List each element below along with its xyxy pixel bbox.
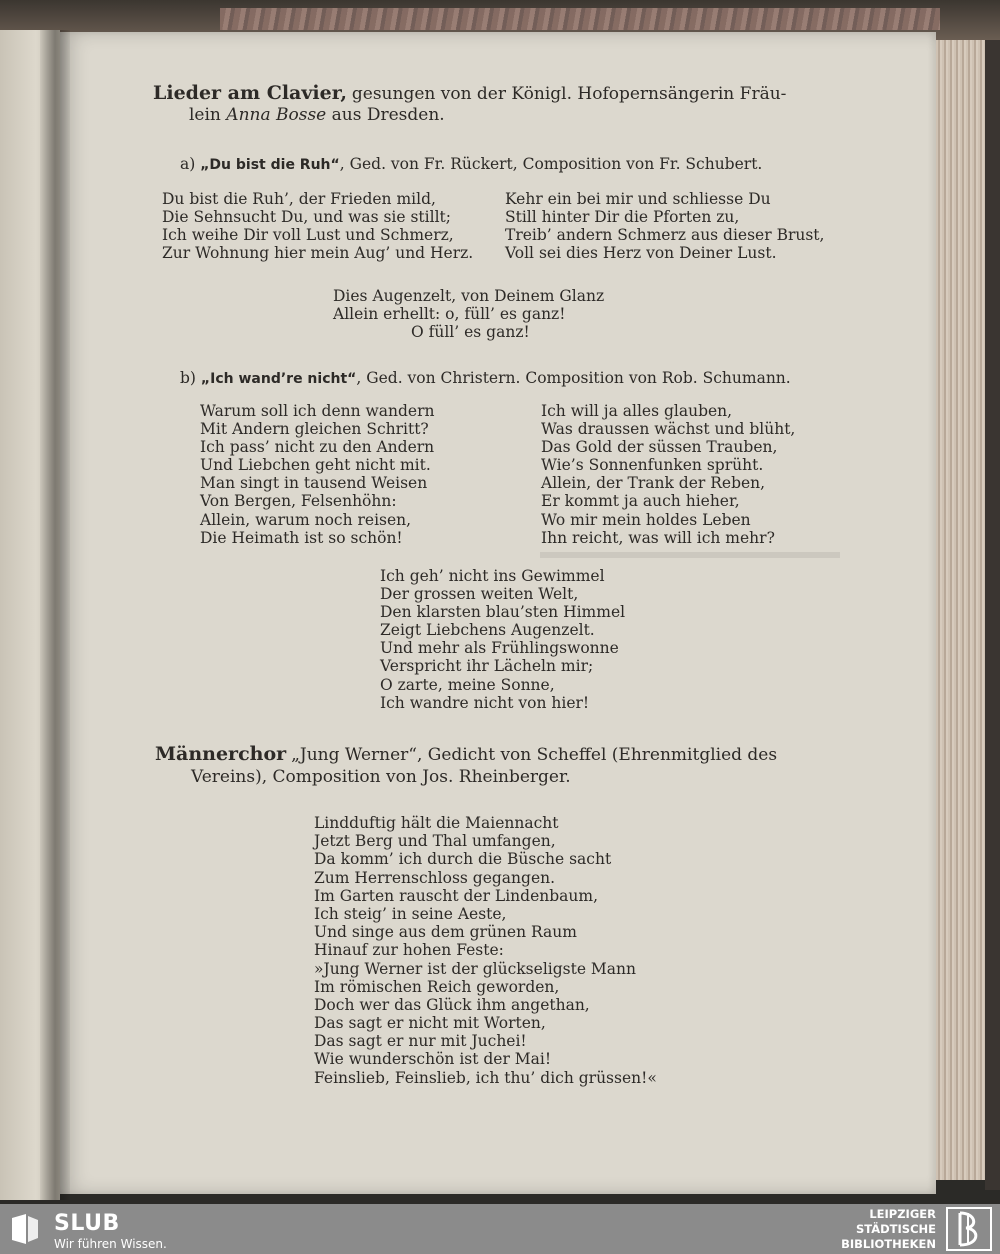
verse-line: Die Sehnsucht Du, und was sie stillt;: [162, 208, 451, 227]
book-page: [60, 32, 936, 1194]
verse-line: Feinslieb, Feinslieb, ich thu’ dich grüssen!«: [314, 1068, 657, 1087]
verse-line: Lindduftig hält die Maiennacht: [314, 814, 559, 832]
song-a-title-line: [180, 155, 762, 174]
verse-line: Voll sei dies Herz von Deiner Lust.: [505, 244, 777, 263]
verse-line: Im Garten rauscht der Lindenbaum,: [314, 886, 599, 905]
song-a-credit: , Ged. von Fr. Rückert, Composition von Fr. Schubert.: [339, 155, 763, 173]
library-name-line: BIBLIOTHEKEN: [841, 1237, 936, 1251]
verse-line: Wie’s Sonnenfunken sprüht.: [541, 456, 764, 475]
song-a-closing: [333, 287, 604, 341]
verse-line: Zeigt Liebchens Augenzelt.: [380, 621, 595, 640]
song-b-right-column: [541, 402, 795, 547]
verse-line: Ich weihe Dir voll Lust und Schmerz,: [162, 226, 454, 245]
verse-line: Das Gold der süssen Trauben,: [541, 438, 778, 457]
verse-line: O füll’ es ganz!: [411, 323, 530, 342]
choir-subtitle-line2: Vereins), Composition von Jos. Rheinberger.: [191, 767, 571, 787]
slub-logo-icon[interactable]: [12, 1214, 38, 1244]
verse-line: Da komm’ ich durch die Büsche sacht: [314, 850, 612, 869]
verse-line: Die Heimath ist so schön!: [200, 528, 403, 547]
heading-line2-pre: lein: [189, 105, 221, 125]
verse-line: Treib’ andern Schmerz aus dieser Brust,: [505, 226, 825, 245]
verse-line: Warum soll ich denn wandern: [200, 402, 435, 420]
song-b-left-column: [200, 402, 434, 547]
verse-line: Das sagt er nur mit Juchei!: [314, 1032, 527, 1051]
heading-subtitle: gesungen von der Königl. Hofopernsängerin Fräu-: [351, 84, 787, 104]
spine-shadow: [40, 30, 70, 1200]
verse-line: »Jung Werner ist der glückseligste Mann: [314, 959, 637, 978]
verse-line: O zarte, meine Sonne,: [380, 675, 555, 694]
viewer-footer: [0, 1204, 1000, 1254]
verse-line: Der grossen weiten Welt,: [380, 585, 579, 604]
verse-line: Was draussen wächst und blüht,: [541, 420, 796, 439]
verse-line: Kehr ein bei mir und schliesse Du: [505, 190, 771, 208]
book-marbled-edge: [220, 8, 940, 30]
song-b-closing: [380, 567, 625, 712]
verse-line: Zum Herrenschloss gegangen.: [314, 868, 556, 887]
verse-line: Ich pass’ nicht zu den Andern: [200, 438, 435, 457]
choir-verse: [314, 814, 657, 1087]
section-heading-lieder: [153, 84, 786, 103]
song-a-marker: a): [180, 155, 196, 173]
choir-title: Männerchor: [155, 743, 287, 765]
library-name[interactable]: [816, 1207, 936, 1252]
song-a-left-column: [162, 190, 473, 262]
book-cover-right: [985, 40, 1000, 1190]
bleed-through-texture: [540, 552, 840, 558]
verse-line: Ich wandre nicht von hier!: [380, 693, 590, 712]
verse-line: Im römischen Reich geworden,: [314, 977, 560, 996]
verse-line: Allein, der Trank der Reben,: [541, 474, 766, 493]
song-a-title: „Du bist die Ruh“: [200, 157, 340, 173]
verse-line: Ich steig’ in seine Aeste,: [314, 904, 507, 923]
song-b-title-line: [180, 369, 791, 388]
song-b-marker: b): [180, 369, 196, 387]
slub-tagline: Wir führen Wissen.: [54, 1237, 167, 1251]
verse-line: Und singe aus dem grünen Raum: [314, 923, 577, 942]
verse-line: Dies Augenzelt, von Deinem Glanz: [333, 287, 605, 305]
heading-title: Lieder am Clavier,: [153, 82, 347, 104]
verse-line: Und mehr als Frühlingswonne: [380, 639, 619, 658]
verse-line: Jetzt Berg und Thal umfangen,: [314, 832, 556, 851]
section-heading-maennerchor: [155, 745, 777, 764]
song-b-title: „Ich wand’re nicht“: [200, 371, 357, 387]
verse-line: Ich geh’ nicht ins Gewimmel: [380, 567, 605, 585]
song-a-right-column: [505, 190, 824, 262]
verse-line: Zur Wohnung hier mein Aug’ und Herz.: [162, 244, 474, 263]
verse-line: Wie wunderschön ist der Mai!: [314, 1050, 552, 1069]
verse-line: Hinauf zur hohen Feste:: [314, 941, 504, 960]
choir-subtitle: „Jung Werner“, Gedicht von Scheffel (Ehrenmitglied des: [291, 745, 778, 765]
verse-line: Ihn reicht, was will ich mehr?: [541, 528, 775, 547]
verse-line: Wo mir mein holdes Leben: [541, 510, 751, 529]
verse-line: Ich will ja alles glauben,: [541, 402, 733, 420]
section-heading-lieder-line2: [189, 106, 445, 124]
verse-line: Allein, warum noch reisen,: [200, 510, 412, 529]
library-name-line: STÄDTISCHE: [855, 1222, 936, 1236]
verse-line: Doch wer das Glück ihm angethan,: [314, 995, 590, 1014]
verse-line: Und Liebchen geht nicht mit.: [200, 456, 431, 475]
verse-line: Allein erhellt: o, füll’ es ganz!: [333, 305, 566, 324]
verse-line: Man singt in tausend Weisen: [200, 474, 428, 493]
verse-line: Verspricht ihr Lächeln mir;: [380, 657, 594, 676]
verse-line: Er kommt ja auch hieher,: [541, 492, 740, 511]
verse-line: Du bist die Ruh’, der Frieden mild,: [162, 190, 436, 208]
heading-line2-post: aus Dresden.: [331, 105, 445, 125]
verse-line: Den klarsten blau’sten Himmel: [380, 603, 626, 622]
verse-line: Mit Andern gleichen Schritt?: [200, 420, 429, 439]
library-name-line: LEIPZIGER: [869, 1207, 936, 1221]
performer-name: Anna Bosse: [226, 105, 327, 125]
verse-line: Still hinter Dir die Pforten zu,: [505, 208, 740, 227]
library-logo-icon[interactable]: [946, 1207, 992, 1251]
slub-brand[interactable]: SLUB: [54, 1211, 120, 1236]
verse-line: Das sagt er nicht mit Worten,: [314, 1014, 546, 1033]
verse-line: Von Bergen, Felsenhöhn:: [200, 492, 397, 511]
song-b-credit: , Ged. von Christern. Composition von Rob. Schumann.: [356, 369, 791, 387]
